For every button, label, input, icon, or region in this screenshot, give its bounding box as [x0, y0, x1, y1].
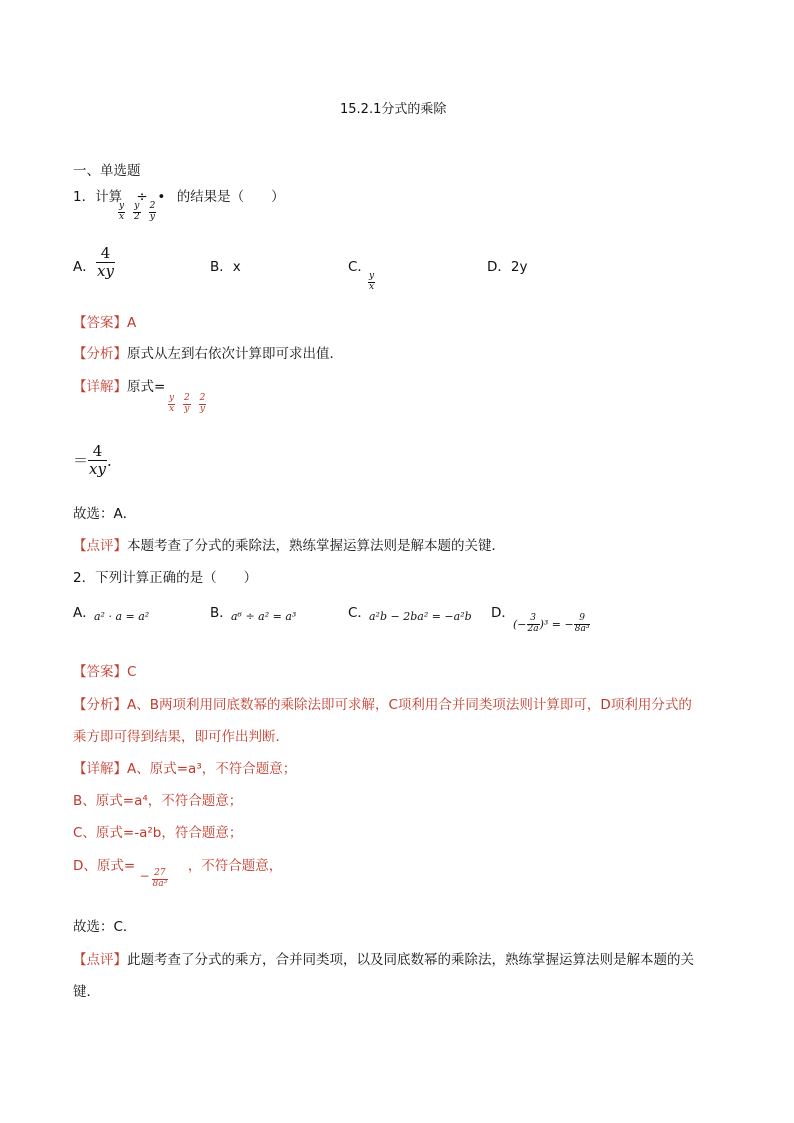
q1-option-d: D．2y	[487, 259, 528, 275]
q1-frac-3: $\frac{2}{y}$	[149, 201, 156, 222]
q2-stem: 2．下列计算正确的是（ ）	[73, 570, 258, 586]
detail-text: 原式=	[127, 379, 166, 395]
answer-tag: 【答案】	[73, 315, 127, 331]
section-heading: 一、单选题	[73, 163, 141, 179]
q2-comment-line-1	[73, 951, 694, 969]
q1-frac-2: $\frac{y}{2}$	[133, 201, 140, 222]
q1-result	[73, 443, 122, 477]
q1-detail-frac-3: $\frac{2}{y}$	[199, 393, 206, 414]
q2-detail-a	[73, 760, 296, 778]
comment-text: 本题考查了分式的乘除法，熟练掌握运算法则是解本题的关键．	[127, 538, 505, 554]
q2-option-c: a²b − 2ba² = −a²b	[369, 610, 472, 623]
q2-option-d-frac-2: $\frac{9}{\text{8a³}}$	[574, 613, 590, 634]
q2-answer	[73, 663, 136, 681]
q2-option-d-frac-1: $\frac{3}{2a}$	[527, 613, 539, 634]
q2-detail-c: C、原式=-a²b，符合题意；	[73, 825, 243, 841]
analysis-text: 原式从左到右依次计算即可求出值．	[127, 346, 343, 362]
q1-analysis	[73, 345, 343, 363]
page-title: 15.2.1分式的乘除	[340, 102, 447, 117]
q1-stem-prefix: 1．计算	[73, 189, 123, 205]
answer-value: C	[127, 664, 137, 680]
q1-expression	[118, 202, 156, 223]
q1-option-c-fraction: $\frac{y}{x}$	[369, 271, 375, 292]
q2-option-a-label: A．	[73, 605, 96, 621]
q1-comment	[73, 537, 505, 555]
q2-choose: 故选：C．	[73, 919, 137, 935]
answer-tag: 【答案】	[73, 664, 127, 680]
q1-option-c-label: C．	[348, 259, 371, 275]
q2-option-b: a⁶ ÷ a² = a³	[231, 610, 297, 623]
comment-tag: 【点评】	[73, 538, 127, 554]
q1-detail-frac-2: $\frac{2}{y}$	[183, 393, 190, 414]
q2-detail-b: B、原式=a⁴，不符合题意；	[73, 793, 243, 809]
comment-tag: 【点评】	[73, 952, 127, 968]
q1-detail-frac-1: $\frac{y}{x}$	[169, 393, 175, 414]
q1-divide-sign: ÷	[136, 189, 148, 205]
q1-detail-expression	[168, 394, 206, 415]
q1-option-a-fraction: $\frac{4}{xy}$	[97, 244, 114, 280]
detail-text: A、原式=a³，不符合题意；	[127, 761, 297, 777]
q1-answer	[73, 314, 136, 332]
analysis-tag: 【分析】	[73, 697, 127, 713]
analysis-tag: 【分析】	[73, 346, 127, 362]
q2-detail-d: D、原式= − $\frac{27}{\text{8a³}}$ ，不符合题意，	[73, 858, 283, 889]
result-fraction: $\frac{4}{xy}$	[89, 442, 106, 478]
analysis-text: A、B两项利用同底数幂的乘除法即可求解，C项利用合并同类项法则计算即可，D项利用分式的	[127, 697, 692, 713]
q1-multiply-sign: •	[157, 189, 166, 205]
q1-choose: 故选：A．	[73, 506, 137, 522]
result-period: ．	[106, 451, 122, 470]
q2-detail-d-expression: − $\frac{27}{\text{8a³}}$	[139, 868, 168, 889]
q1-detail	[73, 378, 165, 396]
q2-option-c-label: C．	[348, 605, 371, 621]
answer-value: A	[127, 315, 137, 331]
detail-tag: 【详解】	[73, 379, 127, 395]
q1-stem-suffix: 的结果是（ ）	[176, 189, 285, 205]
q2-detail-d-fraction: $\frac{27}{\text{8a³}}$	[152, 868, 168, 889]
detail-tag: 【详解】	[73, 761, 127, 777]
q2-comment-line-2: 键．	[73, 984, 100, 1000]
q1-option-b: B．x	[210, 259, 241, 275]
q2-analysis-line-1	[73, 696, 692, 714]
q1-stem	[73, 188, 285, 206]
q2-option-d-label: D．	[491, 605, 515, 621]
q1-frac-1: $\frac{y}{x}$	[119, 201, 125, 222]
q2-analysis-line-2: 乘方即可得到结果，即可作出判断．	[73, 729, 289, 745]
result-equals: ＝	[73, 451, 89, 470]
q2-option-b-label: B．	[210, 605, 233, 621]
q2-option-a: a² · a = a²	[94, 610, 150, 623]
q2-option-d: (− $\frac{3}{2a}$ )³ = − $\frac{9}{\text{8a³}}$	[513, 613, 590, 634]
q1-option-a-label: A．	[73, 259, 96, 275]
comment-text: 此题考查了分式的乘方，合并同类项，以及同底数幂的乘除法，熟练掌握运算法则是解本题的关	[127, 952, 694, 968]
